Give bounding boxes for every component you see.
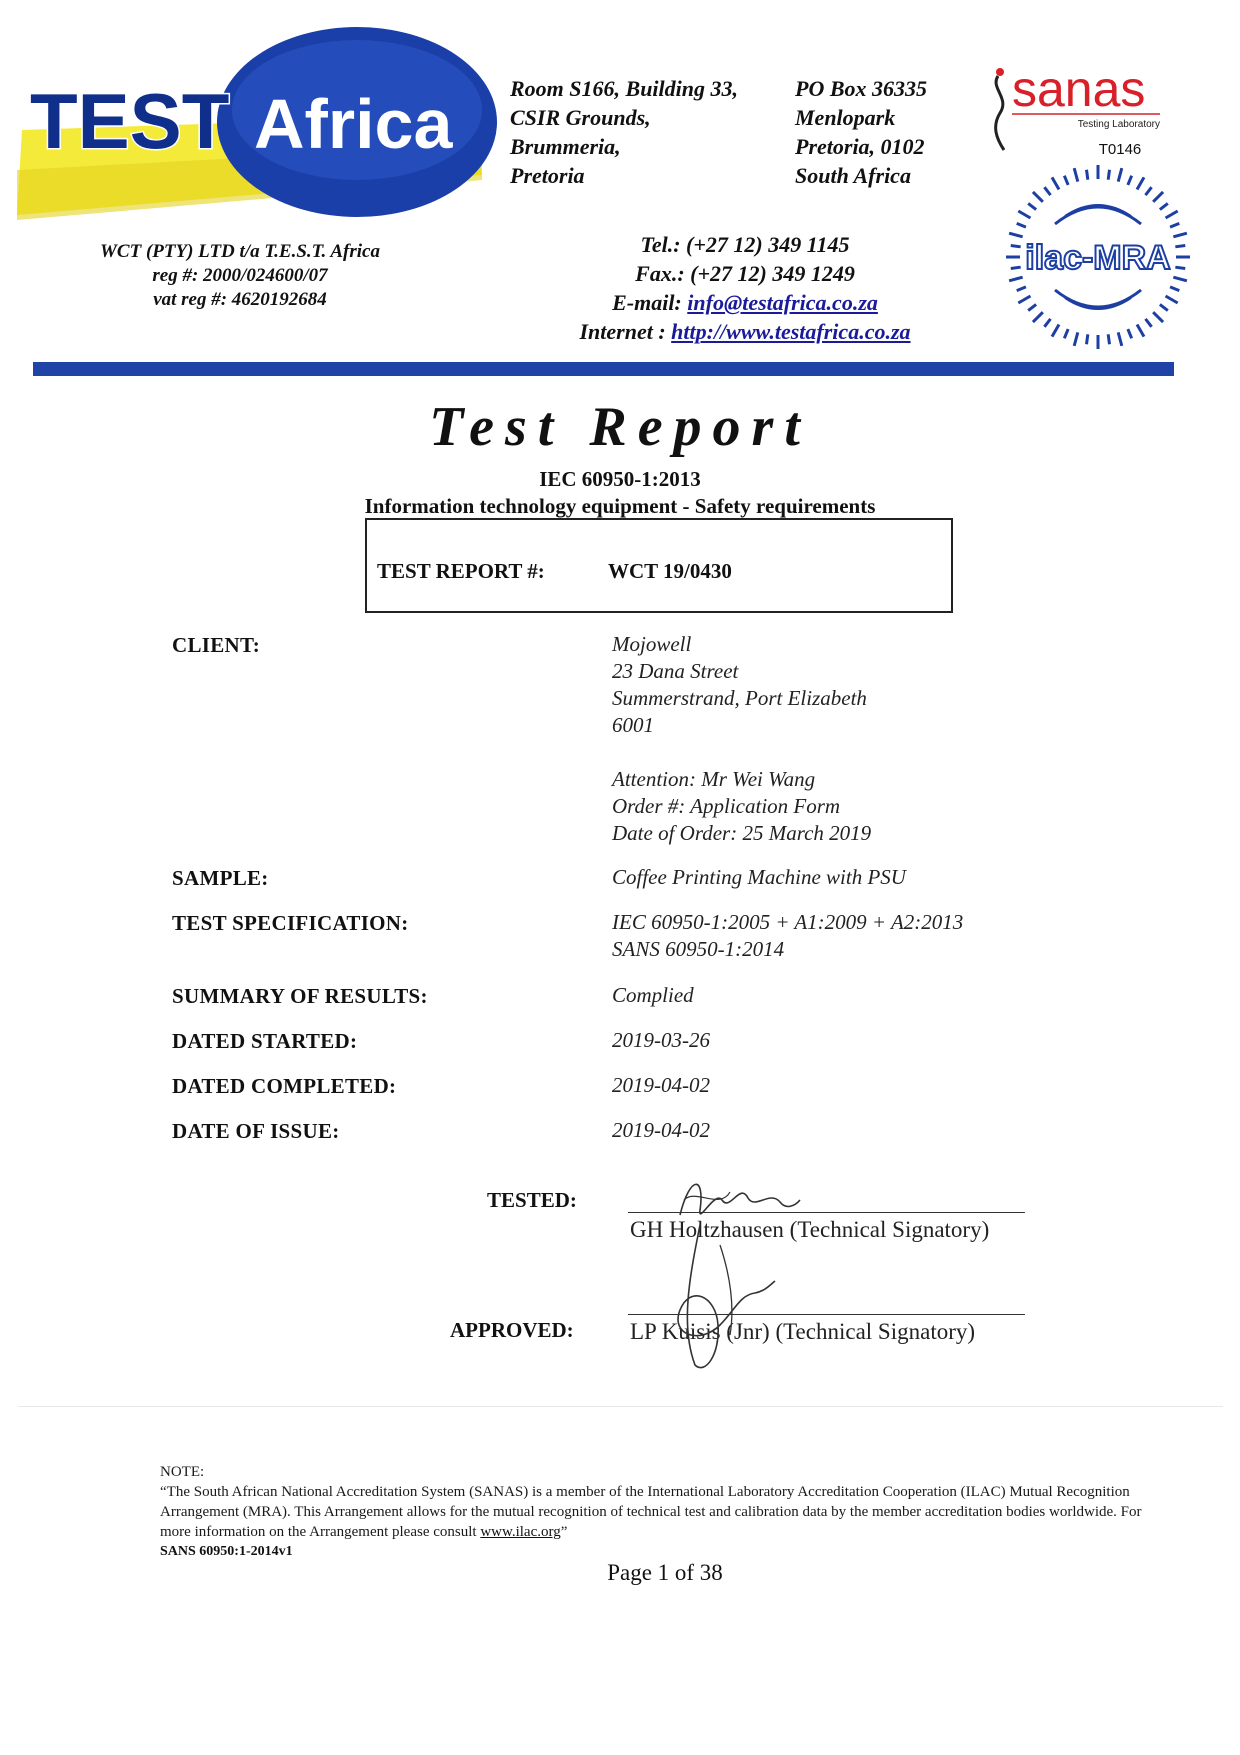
test-spec-value	[612, 909, 963, 963]
date-started-value: 2019-03-26	[612, 1028, 710, 1052]
client-label: CLIENT:	[172, 633, 261, 657]
date-completed-label: DATED COMPLETED:	[172, 1074, 397, 1098]
client-attention: Attention: Mr Wei Wang	[612, 767, 816, 791]
client-order-details	[612, 766, 871, 847]
address-line: PO Box 36335	[795, 76, 927, 101]
ilac-tick	[1052, 177, 1059, 189]
footer-divider	[18, 1406, 1223, 1407]
ilac-tick	[1170, 223, 1179, 227]
page-number: Page 1 of 38	[607, 1560, 723, 1585]
address-line: CSIR Grounds,	[510, 105, 651, 130]
approved-label: APPROVED:	[450, 1318, 574, 1342]
test-spec-label: TEST SPECIFICATION:	[172, 911, 409, 935]
website-link[interactable]: http://www.testafrica.co.za	[671, 319, 911, 344]
ilac-tick	[1074, 332, 1078, 346]
ilac-mra-logo	[1003, 162, 1193, 352]
company-name: WCT (PTY) LTD t/a T.E.S.T. Africa	[100, 241, 380, 262]
client-city: Summerstrand, Port Elizabeth	[612, 686, 867, 710]
address-line: South Africa	[795, 163, 911, 188]
note-title: NOTE:	[160, 1464, 205, 1480]
ilac-tick	[1160, 203, 1168, 209]
ilac-tick	[1166, 296, 1178, 303]
document-code: SANS 60950:1-2014v1	[160, 1544, 293, 1559]
ilac-tick	[1173, 233, 1187, 237]
physical-address	[510, 74, 738, 190]
ilac-tick	[1064, 176, 1068, 185]
ilac-tick	[1128, 329, 1132, 338]
address-line: Pretoria	[510, 163, 585, 188]
ilac-tick	[1064, 329, 1068, 338]
contact-details	[520, 230, 970, 346]
client-name: Mojowell	[612, 632, 692, 656]
client-order-number: Order #: Application Form	[612, 794, 841, 818]
ilac-tick	[1017, 287, 1026, 291]
internet-label: Internet :	[579, 319, 672, 344]
date-of-issue-label: DATE OF ISSUE:	[172, 1119, 340, 1143]
approved-signatory-name: LP Kuisis (Jnr) (Technical Signatory)	[630, 1319, 976, 1344]
ilac-link[interactable]: www.ilac.org	[480, 1524, 561, 1540]
logo-word-africa: Africa	[254, 85, 453, 163]
summary-value: Complied	[612, 983, 694, 1007]
logo-word-test: TEST	[30, 77, 230, 165]
ilac-tick	[1137, 325, 1144, 337]
email-label: E-mail:	[612, 290, 688, 315]
test-spec-line: IEC 60950-1:2005 + A1:2009 + A2:2013	[612, 910, 964, 934]
ilac-tick	[1052, 325, 1059, 337]
ilac-tick	[1011, 246, 1021, 247]
company-reg-number: reg #: 2000/024600/07	[152, 265, 328, 286]
telephone: Tel.: (+27 12) 349 1145	[640, 232, 850, 257]
internet-row	[520, 317, 970, 346]
address-line: Brummeria,	[510, 134, 621, 159]
ilac-tick	[1018, 211, 1030, 218]
company-vat-number: vat reg #: 4620192684	[153, 289, 327, 310]
ilac-tick	[1033, 312, 1043, 322]
sanas-logo	[970, 58, 1175, 163]
standard-code: IEC 60950-1:2013	[539, 467, 701, 491]
sanas-wordmark: sanas	[1012, 61, 1146, 117]
postal-address	[795, 74, 927, 190]
ilac-tick	[1044, 187, 1050, 195]
note-body	[160, 1482, 1150, 1542]
sanas-code: T0146	[1098, 141, 1142, 158]
address-line: Room S166, Building 33,	[510, 76, 739, 101]
client-address	[612, 631, 867, 739]
tested-signatory-name: GH Holtzhausen (Technical Signatory)	[630, 1217, 990, 1242]
client-postcode: 6001	[612, 713, 654, 737]
ilac-tick	[1044, 319, 1050, 327]
ilac-tick	[1108, 170, 1109, 180]
ilac-tick	[1033, 192, 1043, 202]
report-number-label: TEST REPORT #:	[377, 559, 545, 583]
date-of-issue-value: 2019-04-02	[612, 1118, 710, 1142]
test-africa-logo	[12, 20, 502, 230]
note-end: ”	[560, 1524, 568, 1540]
ilac-tick	[1173, 277, 1187, 281]
tested-label: TESTED:	[487, 1188, 577, 1212]
header-divider	[33, 362, 1174, 376]
ilac-tick	[1153, 192, 1163, 202]
sample-label: SAMPLE:	[172, 866, 269, 890]
sanas-subtitle: Testing Laboratory	[1077, 119, 1160, 130]
report-number-value: WCT 19/0430	[608, 559, 732, 583]
fax: Fax.: (+27 12) 349 1249	[635, 261, 855, 286]
standard-description: Information technology equipment - Safety requirements	[364, 494, 876, 518]
ilac-tick	[1153, 312, 1163, 322]
ilac-tick	[1087, 334, 1088, 344]
ilac-tick	[1011, 267, 1021, 268]
ilac-tick	[1145, 187, 1151, 195]
ilac-tick	[1017, 223, 1026, 227]
ilac-tick	[1160, 304, 1168, 310]
ilac-tick	[1166, 211, 1178, 218]
ilac-tick	[1145, 319, 1151, 327]
tested-signature-line	[628, 1212, 1025, 1213]
accreditation-note	[160, 1462, 1150, 1542]
ilac-tick	[1087, 170, 1088, 180]
ilac-tick	[1018, 296, 1030, 303]
page-title: Test Report	[429, 396, 811, 458]
ilac-tick	[1128, 176, 1132, 185]
client-street: 23 Dana Street	[612, 659, 739, 683]
summary-label: SUMMARY OF RESULTS:	[172, 984, 428, 1008]
date-started-label: DATED STARTED:	[172, 1029, 358, 1053]
ilac-wordmark: ilac-MRA	[1025, 239, 1171, 277]
ilac-tick	[1118, 332, 1122, 346]
note-text: “The South African National Accreditation System (SANAS) is a member of the International Laboratory Accreditation Cooperation (ILAC) Mutual Recognition Arrangement (MRA). This Arrangement allows for the mutual recognition of technical test and calibration data by the member accreditation bodies worldwide. For more information on the Arrangement please consult	[160, 1484, 1142, 1540]
test-spec-line: SANS 60950-1:2014	[612, 937, 785, 961]
sample-value: Coffee Printing Machine with PSU	[612, 865, 906, 889]
ilac-tick	[1118, 168, 1122, 182]
ilac-tick	[1074, 168, 1078, 182]
address-line: Menlopark	[795, 105, 896, 130]
ilac-tick	[1009, 277, 1023, 281]
ilac-tick	[1009, 233, 1023, 237]
ilac-tick	[1170, 287, 1179, 291]
approved-signature-line	[628, 1314, 1025, 1315]
ilac-tick	[1137, 177, 1144, 189]
client-order-date: Date of Order: 25 March 2019	[612, 821, 872, 845]
ilac-tick	[1028, 203, 1036, 209]
company-registration	[60, 240, 420, 312]
email-row	[520, 288, 970, 317]
ilac-tick	[1175, 267, 1185, 268]
email-link[interactable]: info@testafrica.co.za	[687, 290, 878, 315]
address-line: Pretoria, 0102	[795, 134, 925, 159]
ilac-tick	[1028, 304, 1036, 310]
ilac-tick	[1108, 334, 1109, 344]
date-completed-value: 2019-04-02	[612, 1073, 710, 1097]
ilac-tick	[1175, 246, 1185, 247]
